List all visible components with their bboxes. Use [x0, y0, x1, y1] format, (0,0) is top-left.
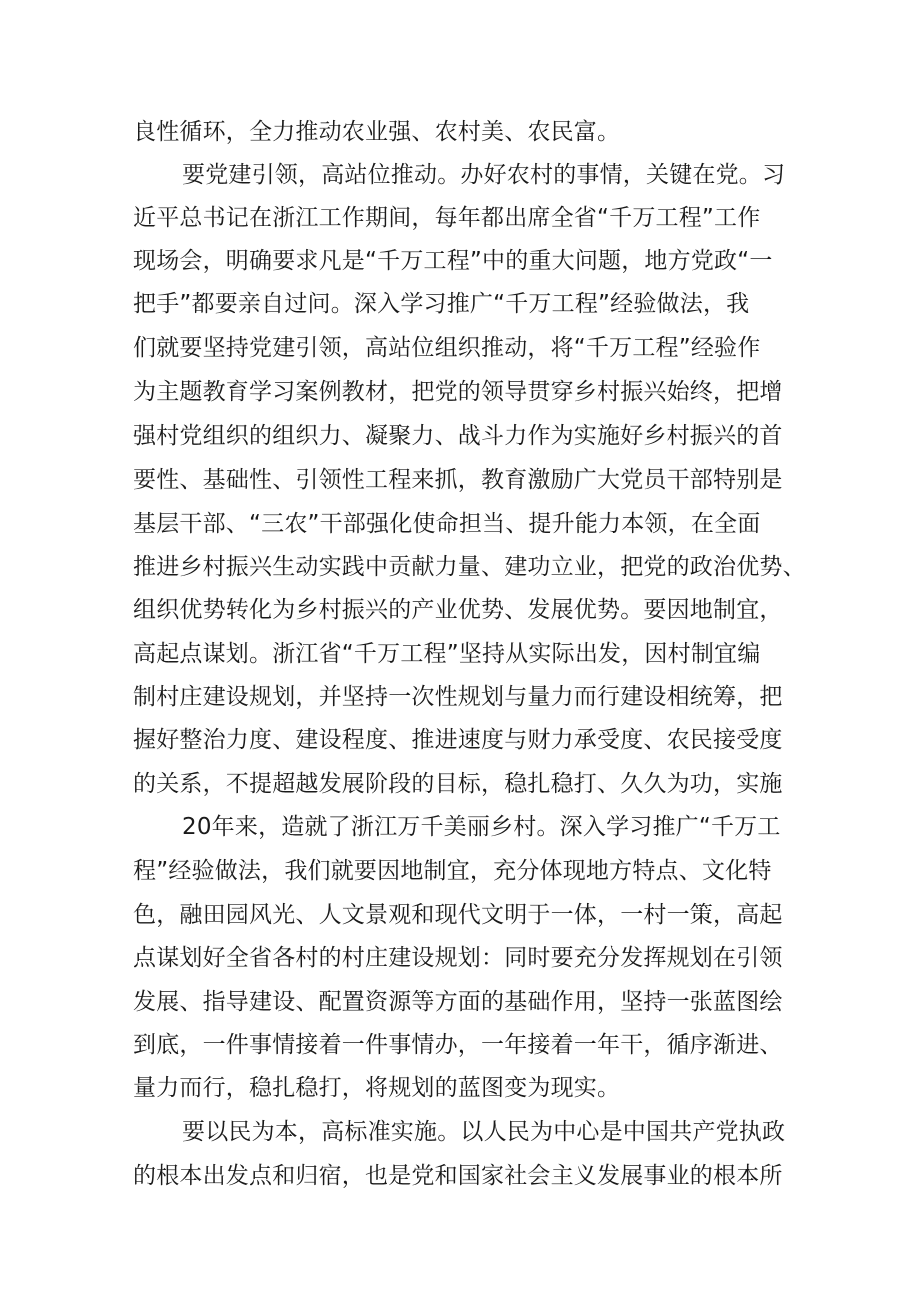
text-line: 们就要坚持党建引领，高站位组织推动，将“千万工程”经验作 — [133, 335, 761, 361]
text-line: 色，融田园风光、人文景观和现代文明于一体，一村一策，高起 — [133, 902, 783, 928]
text-line: 基层干部、“三农”干部强化使命担当、提升能力本领，在全面 — [133, 511, 761, 537]
text-line: 的根本出发点和归宿，也是党和国家社会主义发展事业的根本所 — [133, 1163, 783, 1189]
text-line: 的关系，不提超越发展阶段的目标，稳扎稳打、久久为功，实施 — [133, 771, 783, 797]
text-line: 良性循环，全力推动农业强、农村美、农民富。 — [133, 119, 621, 145]
text-line: 握好整治力度、建设程度、推进速度与财力承受度、农民接受度 — [133, 727, 783, 753]
text-line: 高起点谋划。浙江省“千万工程”坚持从实际出发，因村制宜编 — [133, 641, 761, 667]
text-line: 发展、指导建设、配置资源等方面的基础作用，坚持一张蓝图绘 — [133, 989, 783, 1015]
text-line: 制村庄建设规划，并坚持一次性规划与量力而行建设相统筹，把 — [133, 684, 783, 710]
text-line: 要党建引领，高站位推动。办好农村的事情，关键在党。习 — [182, 162, 786, 188]
text-line: 要性、基础性、引领性工程来抓，教育激励广大党员干部特别是 — [133, 467, 783, 493]
text-line: 要以民为本，高标准实施。以人民为中心是中国共产党执政 — [182, 1119, 786, 1145]
text-line: 点谋划好全省各村的村庄建设规划：同时要充分发挥规划在引领 — [133, 945, 783, 971]
text-line: 把手”都要亲自过问。深入学习推广“千万工程”经验做法，我 — [133, 291, 750, 317]
text-line: 现场会，明确要求凡是“千万工程”中的重大问题，地方党政“一 — [133, 248, 773, 274]
text-line: 到底，一件事情接着一件事情办，一年接着一年干，循序渐进、 — [133, 1032, 783, 1058]
text-line: 强村党组织的组织力、凝聚力、战斗力作为实施好乡村振兴的首 — [133, 423, 783, 449]
text-line: 量力而行，稳扎稳打，将规划的蓝图变为现实。 — [133, 1075, 621, 1101]
text-line: 程”经验做法，我们就要因地制宜，充分体现地方特点、文化特 — [133, 858, 772, 884]
text-line: 20年来，造就了浙江万千美丽乡村。深入学习推广“千万工 — [182, 814, 781, 840]
text-line: 为主题教育学习案例教材，把党的领导贯穿乡村振兴始终，把增 — [133, 379, 783, 405]
text-line: 推进乡村振兴生动实践中贡献力量、建功立业，把党的政治优势、 — [133, 554, 806, 580]
text-line: 近平总书记在浙江工作期间，每年都出席全省“千万工程”工作 — [133, 205, 761, 231]
text-line: 组织优势转化为乡村振兴的产业优势、发展优势。要因地制宜， — [133, 597, 783, 623]
